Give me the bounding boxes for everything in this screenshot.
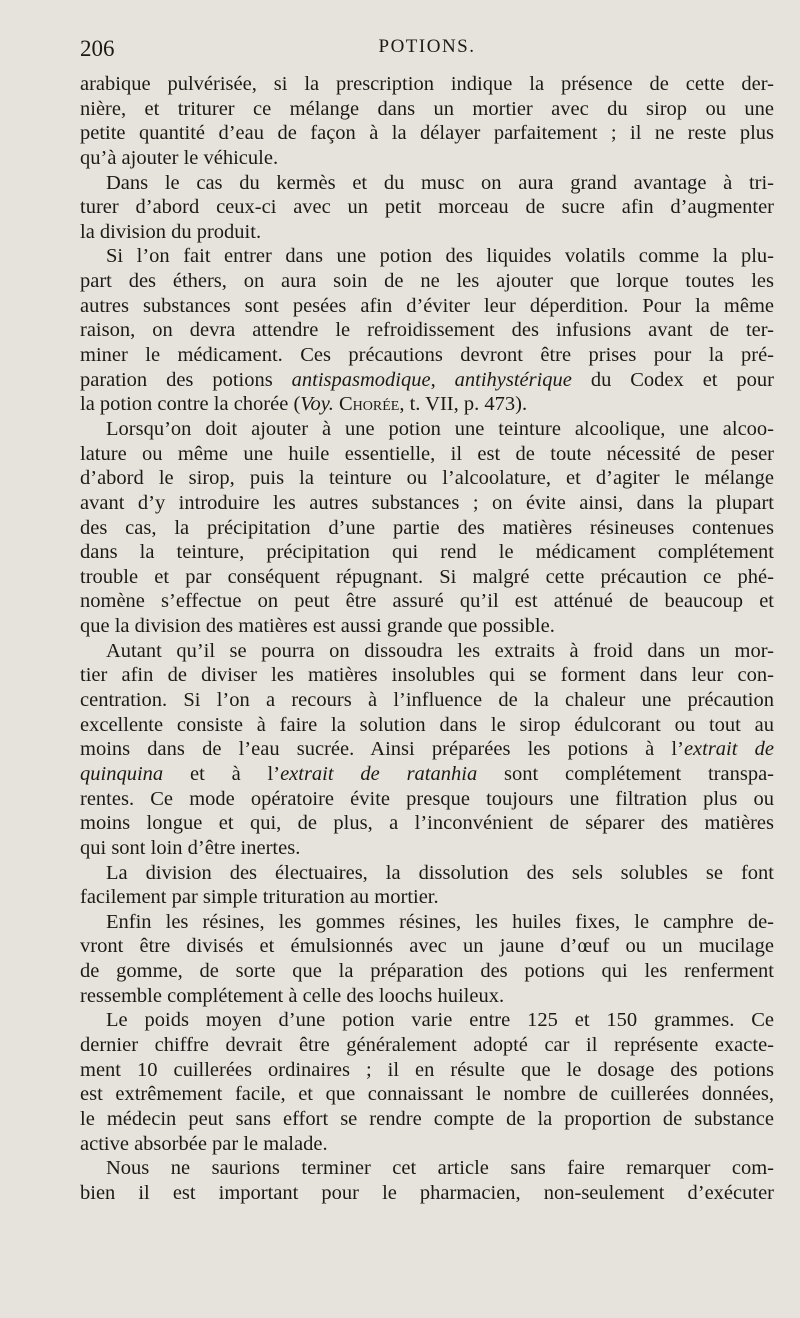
- small-caps-text: Chorée: [339, 393, 400, 416]
- text-segment: ,: [430, 368, 455, 391]
- text-line: raison, on devra attendre le refroidissement des infusions avant de ter-: [80, 319, 774, 342]
- text-segment: paration des potions: [80, 368, 292, 391]
- text-line: rentes. Ce mode opératoire évite presque toujours une filtration plus ou: [80, 787, 774, 810]
- text-line: d’abord le sirop, puis la teinture ou l’alcoolature, et d’agiter le mélange: [80, 467, 774, 490]
- text-line: excellente consiste à faire la solution dans le sirop édulcorant ou tout au: [80, 713, 774, 736]
- text-line: La division des électuaires, la dissolution des sels solubles se font: [106, 861, 774, 884]
- text-line: le médecin peut sans effort se rendre compte de la proportion de substance: [80, 1107, 774, 1130]
- text-line: arabique pulvérisée, si la prescription indique la présence de cette der-: [80, 73, 774, 95]
- text-line: trouble et par conséquent répugnant. Si malgré cette précaution ce phé-: [80, 565, 774, 588]
- text-line: Si l’on fait entrer dans une potion des liquides volatils comme la plu-: [106, 245, 774, 268]
- text-line: [80, 392, 774, 417]
- text-segment: sont complétement transpa-: [477, 762, 775, 785]
- text-line: que la division des matières est aussi grande que possible.: [80, 615, 555, 638]
- text-line: vront être divisés et émulsionnés avec un jaune d’œuf ou un mucilage: [80, 935, 774, 958]
- text-line: facilement par simple trituration au mortier.: [80, 886, 439, 909]
- text-line: ment 10 cuillerées ordinaires ; il en résulte que le dosage des potions: [80, 1058, 774, 1081]
- page-number: 206: [80, 36, 115, 61]
- text-line: avant d’y introduire les autres substances ; on évite ainsi, dans la plupart: [80, 491, 774, 514]
- text-line: centration. Si l’on a recours à l’influence de la chaleur une précaution: [80, 689, 774, 712]
- text-line: autres substances sont pesées afin d’éviter leur déperdition. Pour la même: [80, 294, 774, 317]
- text-line: [80, 368, 774, 393]
- text-segment: la potion contre la chorée (: [80, 393, 301, 416]
- text-line: ressemble complétement à celle des loochs huileux.: [80, 984, 505, 1007]
- text-line: part des éthers, on aura soin de ne les ajouter que lorque toutes les: [80, 270, 774, 293]
- text-line: Enfin les résines, les gommes résines, les huiles fixes, le camphre de-: [106, 910, 774, 933]
- text-line: dans la teinture, précipitation qui rend le médicament complétement: [80, 541, 774, 564]
- text-line: de gomme, de sorte que la préparation des potions qui les renferment: [80, 960, 774, 983]
- text-line: bien il est important pour le pharmacien, non-seulement d’exécuter: [80, 1181, 774, 1204]
- text-segment: du Codex et pour: [571, 368, 774, 391]
- text-line: nomène s’effectue on peut être assuré qu’il est atténué de beaucoup et: [80, 590, 774, 613]
- text-line: lature ou même une huile essentielle, il est de toute nécessité de peser: [80, 442, 774, 465]
- text-line: [80, 762, 774, 787]
- italic-text: Voy.: [300, 393, 334, 416]
- text-line: tier afin de diviser les matières insolubles qui se forment dans leur con-: [80, 664, 774, 687]
- text-line: petite quantité d’eau de façon à la délayer parfaitement ; il ne reste plus: [80, 122, 774, 145]
- text-line: moins longue et qui, de plus, a l’inconvénient de séparer des matières: [80, 812, 774, 835]
- text-segment: et à l’: [163, 762, 281, 785]
- running-head: POTIONS.: [378, 36, 476, 57]
- text-line: Dans le cas du kermès et du musc on aura grand avantage à tri-: [106, 171, 774, 194]
- text-segment: moins dans de l’eau sucrée. Ainsi préparées les potions à l’: [80, 738, 684, 761]
- text-line: qui sont loin d’être inertes.: [80, 836, 301, 859]
- text-line: Lorsqu’on doit ajouter à une potion une teinture alcoolique, une alcoo-: [106, 417, 774, 440]
- text-line: turer d’abord ceux-ci avec un petit morceau de sucre afin d’augmenter: [80, 196, 774, 219]
- italic-text: antispasmodique: [291, 368, 431, 391]
- italic-text: quinquina: [80, 762, 164, 785]
- text-line: nière, et triturer ce mélange dans un mortier avec du sirop ou une: [80, 97, 774, 120]
- body-text: [80, 72, 774, 1205]
- text-line: la division du produit.: [80, 220, 262, 243]
- text-line: des cas, la précipitation d’une partie des matières résineuses contenues: [80, 516, 774, 539]
- text-segment: , t. VII, p. 473).: [399, 393, 528, 416]
- text-line: qu’à ajouter le véhicule.: [80, 146, 279, 169]
- text-line: est extrêmement facile, et que connaissant le nombre de cuillerées données,: [80, 1083, 774, 1106]
- text-line: Autant qu’il se pourra on dissoudra les extraits à froid dans un mor-: [106, 639, 774, 662]
- italic-text: extrait de: [683, 738, 774, 761]
- text-line: active absorbée par le malade.: [80, 1132, 328, 1155]
- text-line: dernier chiffre devrait être généralement adopté car il représente exacte-: [80, 1033, 774, 1056]
- italic-text: antihystérique: [454, 368, 572, 391]
- text-line: [80, 737, 774, 762]
- text-line: Le poids moyen d’une potion varie entre 125 et 150 grammes. Ce: [106, 1009, 774, 1032]
- text-line: miner le médicament. Ces précautions devront être prises pour la pré-: [80, 344, 774, 367]
- text-line: Nous ne saurions terminer cet article sans faire remarquer com-: [106, 1157, 774, 1180]
- page-header: [80, 36, 774, 66]
- italic-text: extrait de ratanhia: [280, 762, 478, 785]
